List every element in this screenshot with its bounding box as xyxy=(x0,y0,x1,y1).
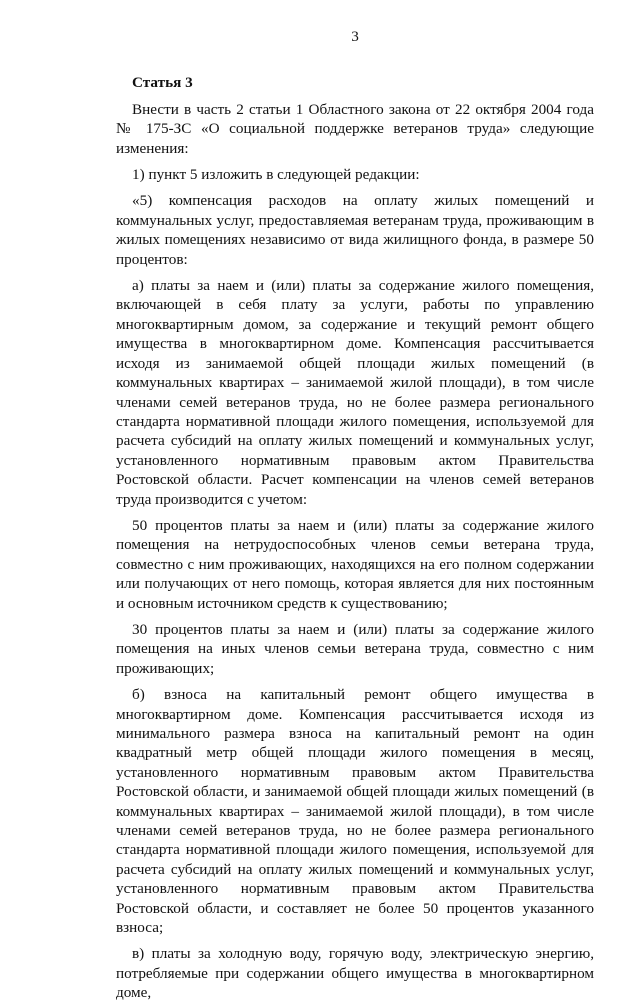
paragraph-subitem-b: б) взноса на капитальный ремонт общего имущества в многоквартирном доме. Компенсация рассчитывается исходя из минимального размера взноса на капитальный ремонт на один квадратный метр общей площади жилого помещения в месяц, установленного нормативным правовым актом Правительства Ростовской области, и занимаемой общей площади жилых помещений (в коммунальных квартирах – занимаемой жилой площади), в том числе членами семей ветеранов труда, но не более размера регионального стандарта нормативной площади жилого помещения, используемой для расчета субсидий на оплату жилых помещений и коммунальных услуг, установленного нормативным правовым актом Правительства Ростовской области, и составляет не более 50 процентов указанного взноса; xyxy=(116,686,594,937)
article-heading: Статья 3 xyxy=(132,74,193,92)
page-number: 3 xyxy=(351,28,359,45)
paragraph-50-percent: 50 процентов платы за наем и (или) платы за содержание жилого помещения на нетрудоспособных членов семьи ветерана труда, совместно с ним проживающих, находящихся на его полном содержании или получающих от него помощь, которая является для них постоянным и основным источником средств к существованию; xyxy=(116,516,594,612)
paragraph-30-percent: 30 процентов платы за наем и (или) платы за содержание жилого помещения на иных членов семьи ветерана труда, совместно с ним проживающих; xyxy=(116,620,594,677)
paragraph-item-1: 1) пункт 5 изложить в следующей редакции: xyxy=(132,166,420,184)
paragraph-subitem-v: в) платы за холодную воду, горячую воду, электрическую энергию, потребляемые при содержании общего имущества в многоквартирном доме, xyxy=(116,945,594,1002)
paragraph-subitem-a: а) платы за наем и (или) платы за содержание жилого помещения, включающей в себя плату за услуги, работы по управлению многоквартирным домом, за содержание и текущий ремонт общего имущества в многоквартирном доме. Компенсация рассчитывается исходя из занимаемой общей площади жилых помещений (в коммунальных квартирах – занимаемой жилой площади), в том числе членами семей ветеранов труда, но не более размера регионального стандарта нормативной площади жилого помещения, используемой для расчета субсидий на оплату жилых помещений и коммунальных услуг, установленного нормативным правовым актом Правительства Ростовской области. Расчет компенсации на членов семей ветеранов труда производится с учетом: xyxy=(116,277,594,508)
paragraph-intro: Внести в часть 2 статьи 1 Областного закона от 22 октября 2004 года № 175-ЗС «О социальной поддержке ветеранов труда» следующие изменения: xyxy=(116,100,594,157)
paragraph-point-5: «5) компенсация расходов на оплату жилых помещений и коммунальных услуг, предоставляемая ветеранам труда, проживающим в жилых помещениях независимо от вида жилищного фонда, в размере 50 процентов: xyxy=(116,192,594,268)
